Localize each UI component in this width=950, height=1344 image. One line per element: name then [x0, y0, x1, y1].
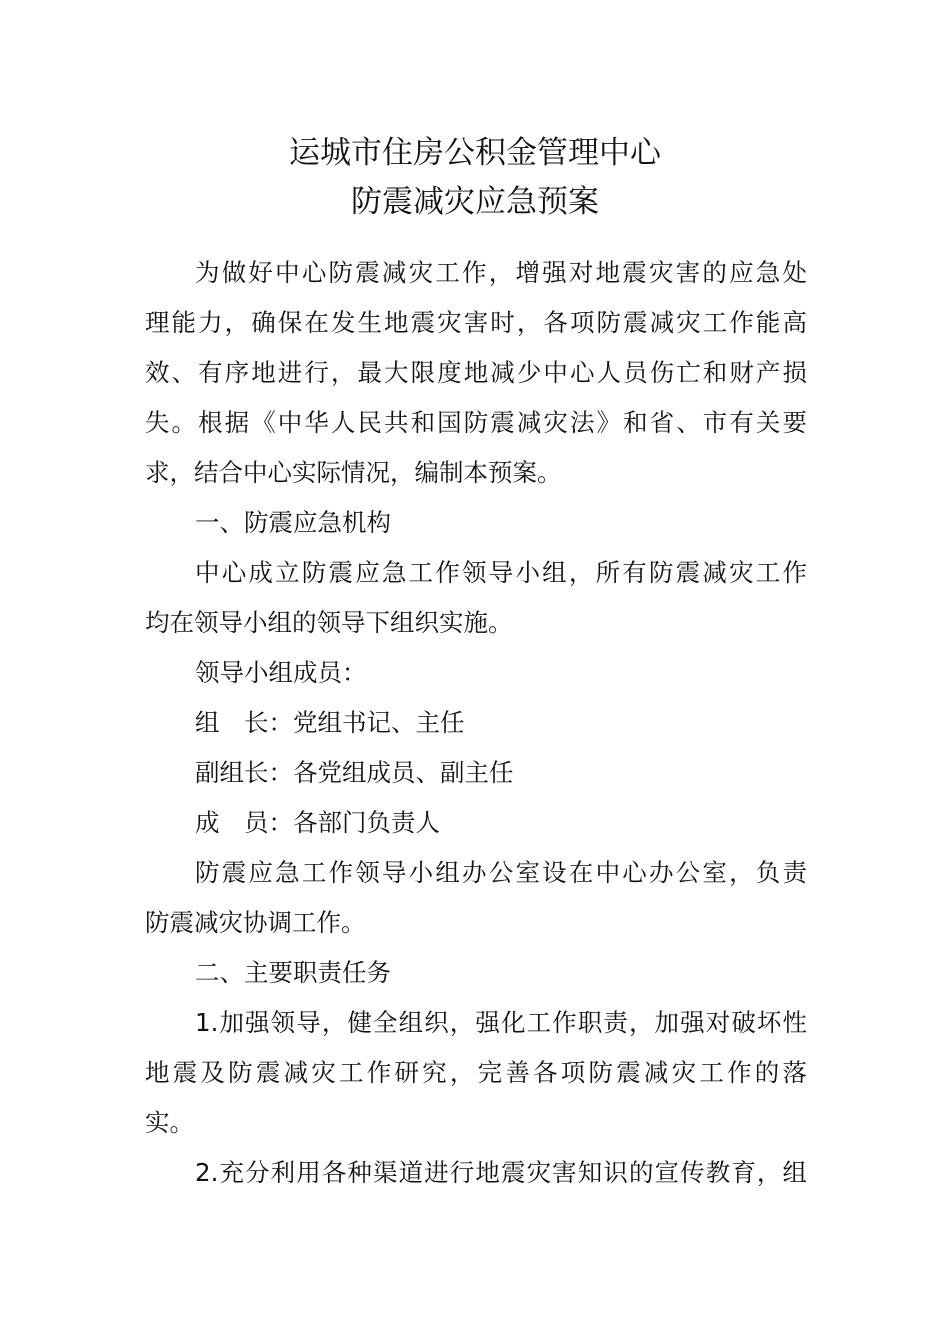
intro-line: 求，结合中心实际情况，编制本预案。 — [145, 458, 562, 487]
member-role: 成 员 — [195, 808, 269, 837]
member-desc: ：各党组成员、副主任 — [268, 758, 514, 787]
intro-line: 理能力，确保在发生地震灾害时，各项防震减灾工作能高 — [145, 308, 807, 337]
section1-line: 中心成立防震应急工作领导小组，所有防震减灾工作 — [195, 558, 807, 587]
item2-line: 2.充分利用各种渠道进行地震灾害知识的宣传教育，组 — [195, 1158, 807, 1187]
item1-line: 1.加强领导，健全组织，强化工作职责，加强对破坏性 — [195, 1008, 807, 1037]
member-row — [145, 798, 807, 848]
intro-line: 失。根据《中华人民共和国防震减灾法》和省、市有关要 — [145, 408, 807, 437]
intro-line: 为做好中心防震减灾工作，增强对地震灾害的应急处 — [195, 258, 807, 287]
document-title-line-1: 运城市住房公积金管理中心 — [289, 135, 661, 171]
item1-line: 实。 — [145, 1108, 194, 1137]
intro-line: 效、有序地进行，最大限度地减少中心人员伤亡和财产损 — [145, 358, 807, 387]
member-row — [145, 748, 807, 798]
item1-line: 地震及防震减灾工作研究，完善各项防震减灾工作的落 — [145, 1058, 807, 1087]
office-line: 防震减灾协调工作。 — [145, 908, 366, 937]
office-line: 防震应急工作领导小组办公室设在中心办公室，负责 — [195, 858, 807, 887]
member-row — [145, 698, 807, 748]
section1-line: 均在领导小组的领导下组织实施。 — [145, 608, 513, 637]
section-heading-2: 二、主要职责任务 — [195, 958, 391, 987]
members-heading: 领导小组成员： — [195, 658, 367, 687]
member-role: 组 长 — [195, 708, 269, 737]
section-heading-1: 一、防震应急机构 — [195, 508, 391, 537]
document-title-line-2: 防震减灾应急预案 — [351, 184, 599, 220]
member-desc: ：各部门负责人 — [268, 808, 440, 837]
member-role: 副组长 — [195, 758, 269, 787]
member-desc: ：党组书记、主任 — [268, 708, 465, 737]
document-body — [145, 248, 807, 1198]
